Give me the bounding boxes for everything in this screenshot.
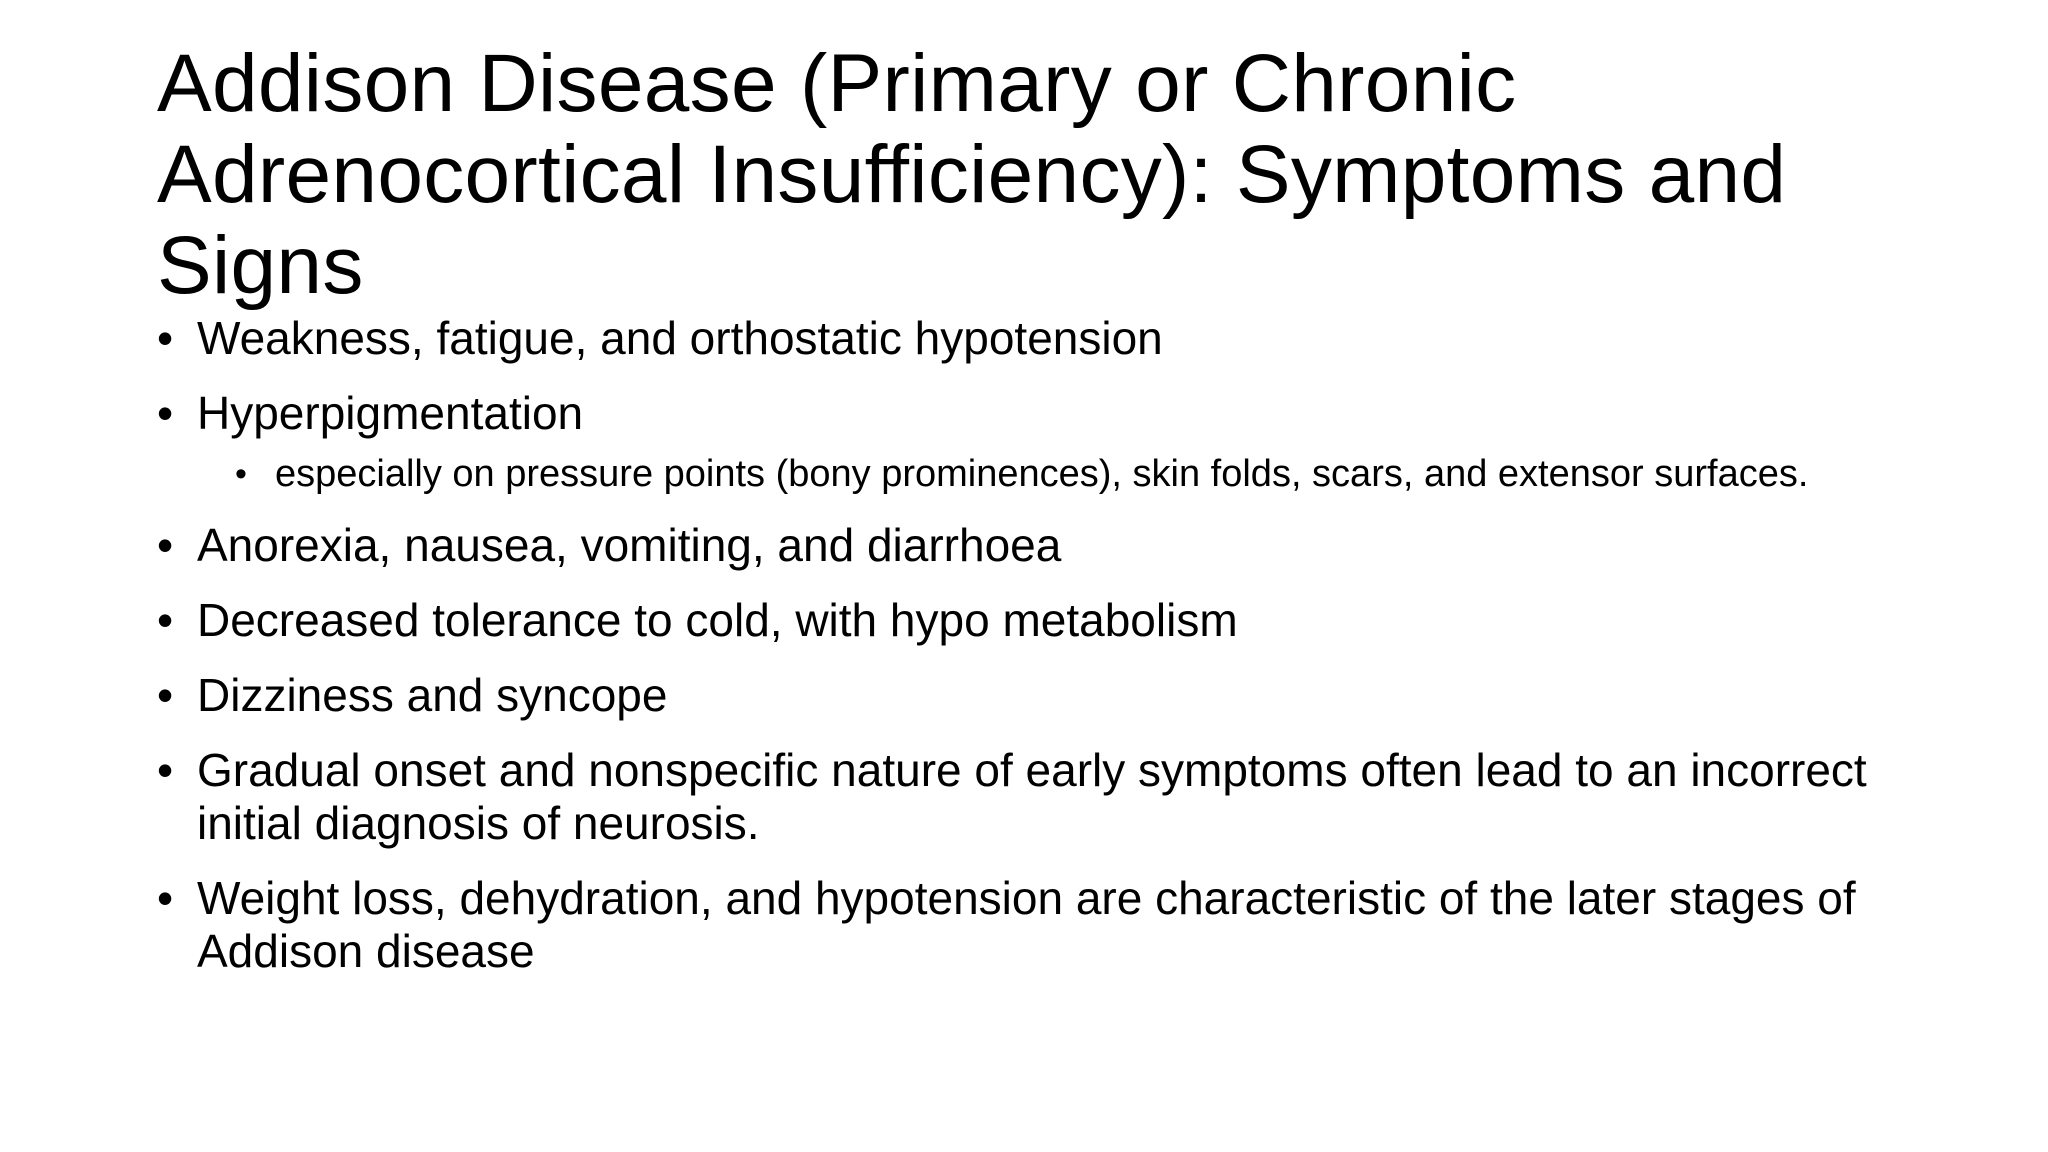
bullet-item: [157, 387, 1917, 497]
bullet-text: Weakness, fatigue, and orthostatic hypotension: [197, 312, 1163, 364]
sub-bullet-item: [235, 452, 1917, 497]
bullet-text: Gradual onset and nonspecific nature of early symptoms often lead to an incorrect initial diagnosis of neurosis.: [197, 744, 1867, 849]
bullet-item: [157, 312, 1917, 365]
bullet-list: [157, 312, 1917, 1000]
bullet-text: Hyperpigmentation: [197, 387, 584, 439]
bullet-item: [157, 744, 1917, 850]
bullet-text: Anorexia, nausea, vomiting, and diarrhoea: [197, 519, 1062, 571]
bullet-item: [157, 519, 1917, 572]
bullet-item: [157, 594, 1917, 647]
bullet-text: Weight loss, dehydration, and hypotension are characteristic of the later stages of Addison disease: [197, 872, 1856, 977]
slide-title: Addison Disease (Primary or Chronic Adrenocortical Insufficiency): Symptoms and Signs: [157, 38, 1787, 311]
bullet-item: [157, 669, 1917, 722]
bullet-text: Dizziness and syncope: [197, 669, 668, 721]
sub-bullet-text: especially on pressure points (bony prominences), skin folds, scars, and extensor surfaces.: [275, 453, 1809, 495]
bullet-text: Decreased tolerance to cold, with hypo metabolism: [197, 594, 1238, 646]
sub-bullet-list: [197, 452, 1917, 497]
bullet-item: [157, 872, 1917, 978]
